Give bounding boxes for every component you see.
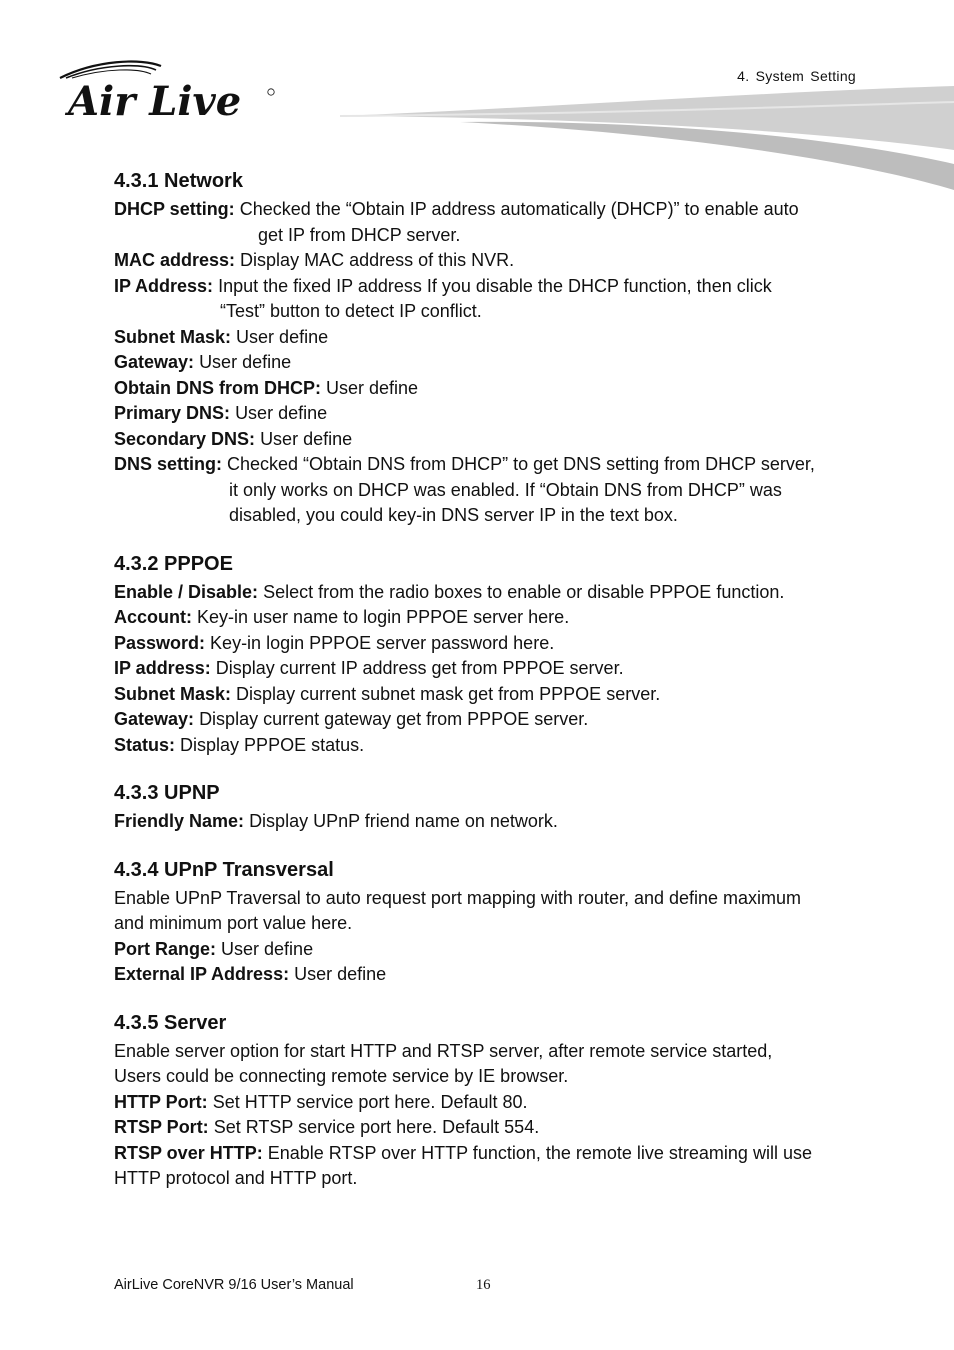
term-description: User define: [221, 938, 314, 959]
term-description: User define: [235, 403, 328, 423]
definition-line: [114, 248, 874, 274]
term-description: Set HTTP service port here. Default 80.: [212, 1091, 528, 1112]
term-label: DNS setting:: [114, 454, 222, 474]
term-label: RTSP over HTTP:: [114, 1142, 263, 1163]
definition-line: [114, 631, 874, 657]
chapter-heading: 4. System Setting: [737, 68, 856, 84]
definition-line: [114, 580, 874, 606]
definition-line: [114, 1090, 874, 1116]
document-body: [114, 168, 874, 1214]
term-description: Display current IP address get from PPPOE server.: [215, 658, 624, 678]
section-title: 4.3.3 UPNP: [114, 782, 220, 804]
section: [114, 780, 874, 835]
footer-manual-title: AirLive CoreNVR 9/16 User’s Manual: [114, 1277, 354, 1293]
definition-line: [114, 427, 874, 453]
term-label: Obtain DNS from DHCP:: [114, 377, 321, 398]
term-description: Checked the “Obtain IP address automatically (DHCP)” to enable auto: [239, 199, 799, 219]
term-label: Gateway:: [114, 709, 195, 729]
term-description: Display MAC address of this NVR.: [240, 250, 515, 270]
term-description: Enable UPnP Traversal to auto request port mapping with router, and define maximum: [114, 887, 802, 908]
definition-line: [114, 452, 874, 478]
term-label: IP address:: [114, 658, 211, 678]
term-description: HTTP protocol and HTTP port.: [114, 1168, 358, 1188]
section: [114, 168, 874, 529]
definition-continuation: get IP from DHCP server.: [258, 224, 461, 245]
definition-line: [114, 682, 874, 708]
term-label: Password:: [114, 632, 206, 653]
term-description: Display current subnet mask get from PPPOE server.: [236, 683, 661, 704]
section: [114, 551, 874, 759]
term-description: Select from the radio boxes to enable or disable PPPOE function.: [263, 581, 785, 602]
term-label: Subnet Mask:: [114, 683, 232, 704]
term-label: RTSP Port:: [114, 1117, 209, 1137]
definition-line: [114, 707, 874, 733]
term-label: MAC address:: [114, 250, 236, 270]
term-label: Friendly Name:: [114, 811, 245, 831]
logo-wordmark: Air Live: [68, 78, 242, 125]
term-description: Display current gateway get from PPPOE server.: [199, 709, 589, 729]
term-description: and minimum port value here.: [114, 913, 353, 933]
term-label: Gateway:: [114, 352, 195, 372]
section-title: 4.3.1 Network: [114, 170, 243, 192]
section: [114, 857, 874, 988]
section-title: 4.3.4 UPnP Transversal: [114, 858, 334, 881]
definition-line: [114, 911, 874, 937]
term-label: Primary DNS:: [114, 403, 231, 423]
term-label: Port Range:: [114, 938, 217, 959]
section: [114, 1010, 874, 1192]
term-label: External IP Address:: [114, 964, 290, 984]
term-description: Key-in login PPPOE server password here.: [210, 632, 555, 653]
definition-line: [114, 886, 874, 912]
term-label: Subnet Mask:: [114, 326, 232, 347]
definition-line: [114, 197, 874, 223]
definition-line: [114, 1166, 874, 1192]
term-description: Display UPnP friend name on network.: [249, 811, 558, 831]
definition-line: [114, 1141, 874, 1167]
definition-line: [114, 656, 874, 682]
term-description: Key-in user name to login PPPOE server here.: [197, 607, 570, 627]
definition-line: [114, 401, 874, 427]
definition-line: [114, 1115, 874, 1141]
term-description: User define: [326, 377, 419, 398]
term-description: Enable RTSP over HTTP function, the remote live streaming will use: [267, 1142, 812, 1163]
definition-line: [114, 325, 874, 351]
term-description: User define: [199, 352, 292, 372]
definition-line: [114, 937, 874, 963]
definition-line: [114, 1064, 874, 1090]
term-label: Account:: [114, 607, 192, 627]
definition-line: [114, 274, 874, 300]
definition-line: [114, 962, 874, 988]
definition-continuation: it only works on DHCP was enabled. If “Obtain DNS from DHCP” was: [229, 479, 782, 500]
term-description: Input the fixed IP address If you disable the DHCP function, then click: [218, 275, 772, 296]
term-label: IP Address:: [114, 275, 214, 296]
term-description: Set RTSP service port here. Default 554.: [213, 1117, 540, 1137]
term-label: DHCP setting:: [114, 199, 235, 219]
term-description: Checked “Obtain DNS from DHCP” to get DNS setting from DHCP server,: [227, 454, 815, 474]
term-description: Enable server option for start HTTP and RTSP server, after remote service started,: [114, 1040, 773, 1061]
definition-continuation: disabled, you could key-in DNS server IP in the text box.: [229, 505, 678, 525]
term-label: HTTP Port:: [114, 1091, 208, 1112]
term-label: Secondary DNS:: [114, 428, 256, 449]
term-description: User define: [236, 326, 329, 347]
definition-line: [114, 1039, 874, 1065]
definition-line: [114, 809, 874, 835]
term-description: Display PPPOE status.: [180, 734, 365, 755]
airlive-logo: [56, 56, 286, 126]
term-description: Users could be connecting remote service by IE browser.: [114, 1066, 569, 1086]
term-label: Enable / Disable:: [114, 581, 259, 602]
definition-line: [114, 605, 874, 631]
term-label: Status:: [114, 734, 176, 755]
section-title: 4.3.2 PPPOE: [114, 552, 233, 575]
term-description: User define: [294, 964, 387, 984]
section-title: 4.3.5 Server: [114, 1011, 227, 1034]
term-description: User define: [260, 428, 353, 449]
page-number: 16: [476, 1277, 491, 1293]
definition-line: [114, 733, 874, 759]
definition-line: [114, 350, 874, 376]
definition-line: [114, 376, 874, 402]
definition-continuation: “Test” button to detect IP conflict.: [220, 301, 482, 321]
